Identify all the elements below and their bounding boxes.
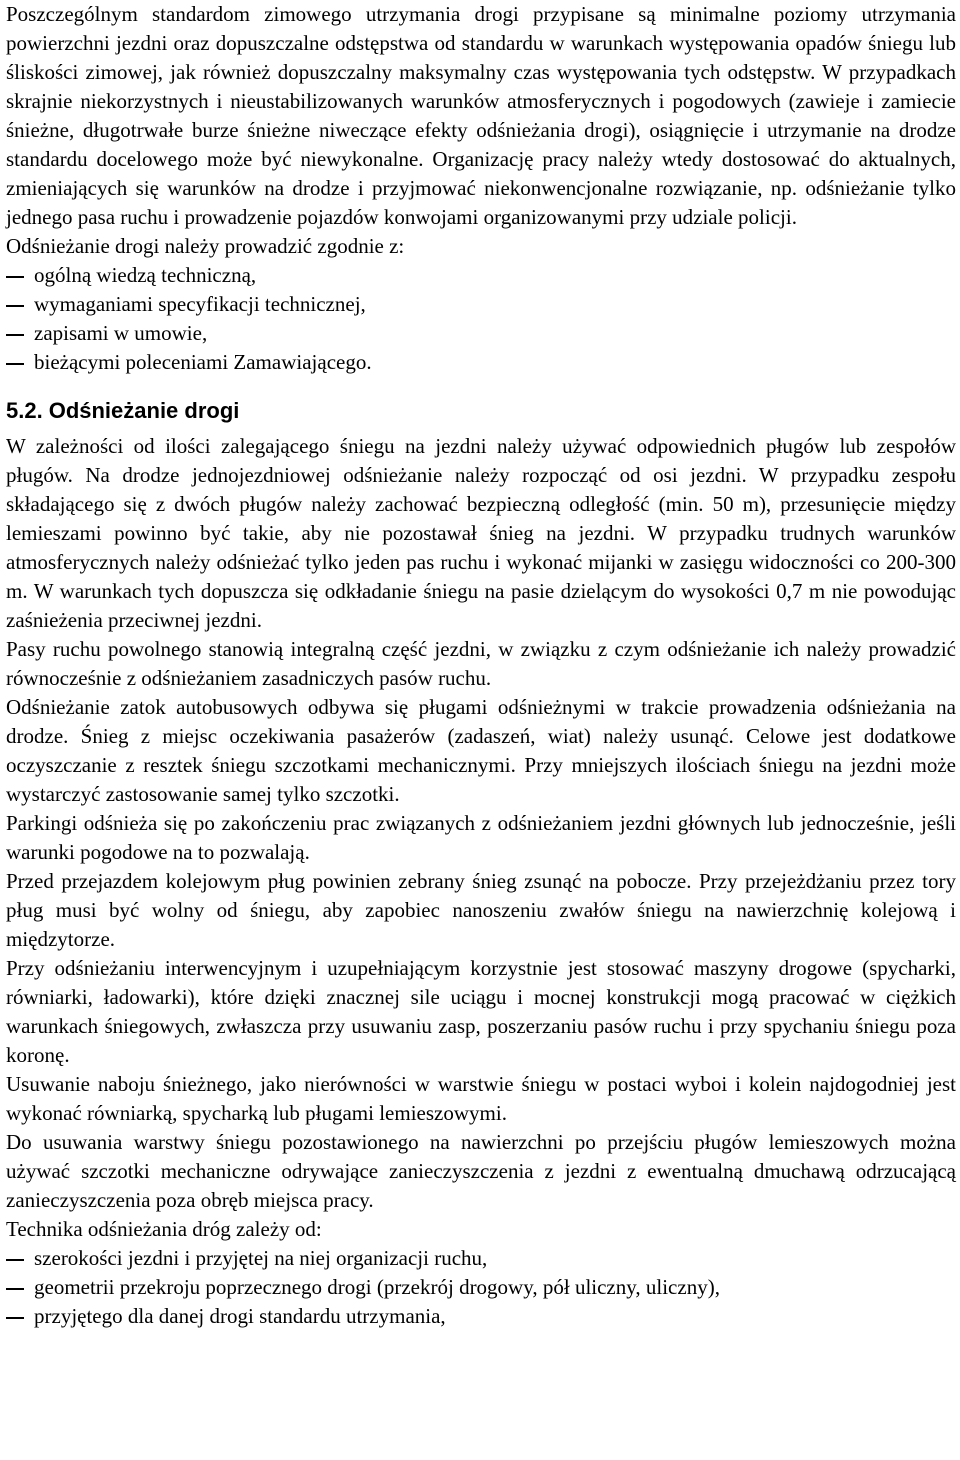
paragraph: Pasy ruchu powolnego stanowią integralną część jezdni, w związku z czym odśnieżanie ich należy prowadzić równocześnie z odśnieżaniem zasadniczych pasów ruchu. [6, 637, 956, 690]
paragraph: Przed przejazdem kolejowym pług powinien zebrany śnieg zsunąć na pobocze. Przy przejeżdżaniu przez tory pług musi być wolny od śniegu, aby zapobiec nanoszeniu zwałów śniegu na nawierzchnię kolejową i międzytorze. [6, 869, 956, 951]
list-item: szerokości jezdni i przyjętej na niej organizacji ruchu, [6, 1244, 956, 1273]
list-item: geometrii przekroju poprzecznego drogi (przekrój drogowy, pół uliczny, uliczny), [6, 1273, 956, 1302]
section-title: Odśnieżanie drogi [48, 398, 240, 423]
list-item: zapisami w umowie, [6, 319, 956, 348]
paragraph: Parkingi odśnieża się po zakończeniu prac związanych z odśnieżaniem jezdni głównych lub jednocześnie, jeśli warunki pogodowe na to pozwalają. [6, 811, 956, 864]
list-item: ogólną wiedzą techniczną, [6, 261, 956, 290]
list-item: bieżącymi poleceniami Zamawiającego. [6, 348, 956, 377]
section-heading [6, 395, 956, 427]
paragraph: Usuwanie naboju śnieżnego, jako nierówności w warstwie śniegu w postaci wyboi i kolein najdogodniej jest wykonać równiarką, spycharką lub pługami lemieszowymi. [6, 1072, 956, 1125]
paragraph: Przy odśnieżaniu interwencyjnym i uzupełniającym korzystnie jest stosować maszyny drogowe (spycharki, równiarki, ładowarki), które dzięki znacznej sile uciągu i mocnej konstrukcji mogą pracować w ciężkich warunkach śniegowych, zwłaszcza przy usuwaniu zasp, poszerzaniu pasów ruchu i przy spychaniu śniegu poza koronę. [6, 956, 956, 1067]
requirements-list [6, 261, 956, 377]
paragraph: Do usuwania warstwy śniegu pozostawionego na nawierzchni po przejściu pługów lemieszowych można używać szczotki mechaniczne odrywające zanieczyszczenia z jezdni z ewentualną dmuchawą odrzucającą zanieczyszczenia poza obręb miejsca pracy. [6, 1130, 956, 1212]
paragraph: Technika odśnieżania dróg zależy od: [6, 1217, 322, 1241]
list-item: wymaganiami specyfikacji technicznej, [6, 290, 956, 319]
paragraph: Odśnieżanie zatok autobusowych odbywa się pługami odśnieżnymi w trakcie prowadzenia odśnieżania na drodze. Śnieg z miejsc oczekiwania pasażerów (zadaszeń, wiat) należy usunąć. Celowe jest dodatkowe oczyszczanie z resztek śniegu szczotkami mechanicznymi. Przy mniejszych ilościach śniegu na jezdni może wystarczyć zastosowanie samej tylko szczotki. [6, 695, 956, 806]
intro-paragraph: Poszczególnym standardom zimowego utrzymania drogi przypisane są minimalne poziomy utrzymania powierzchni jezdni oraz dopuszczalne odstępstwa od standardu w warunkach występowania opadów śniegu lub śliskości zimowej, jak również dopuszczalny maksymalny czas występowania tych odstępstw. W przypadkach skrajnie niekorzystnych i nieustabilizowanych warunków atmosferycznych i pogodowych (zawieje i zamiecie śnieżne, długotrwałe burze śnieżne niweczące efekty odśnieżania drogi), osiągnięcie i utrzymanie na drodze standardu docelowego może być niewykonalne. Organizację pracy należy wtedy dostosować do aktualnych, zmieniających się warunków na drodze i przyjmować niekonwencjonalne rozwiązanie, np. odśnieżanie tylko jednego pasa ruchu i prowadzenie pojazdów konwojami organizowanymi przy udziale policji. [6, 2, 956, 229]
list-item: przyjętego dla danej drogi standardu utrzymania, [6, 1302, 956, 1331]
technique-factors-list [6, 1244, 956, 1331]
list-intro-paragraph: Odśnieżanie drogi należy prowadzić zgodnie z: [6, 234, 405, 258]
section-number: 5.2. [6, 398, 43, 423]
paragraph: W zależności od ilości zalegającego śniegu na jezdni należy używać odpowiednich pługów lub zespołów pługów. Na drodze jednojezdniowej odśnieżanie należy rozpocząć od osi jezdni. W przypadku zespołu składającego się z dwóch pługów należy zachować bezpieczną odległość (min. 50 m), przesunięcie między lemieszami powinno być takie, aby nie pozostawał śnieg na jezdni. W przypadku trudnych warunków atmosferycznych należy odśnieżać tylko jeden pas ruchu i wykonać mijanki w zasięgu widoczności co 200-300 m. W warunkach tych dopuszcza się odkładanie śniegu na pasie dzielącym do wysokości 0,7 m nie powodując zaśnieżenia przeciwnej jezdni. [6, 434, 956, 632]
